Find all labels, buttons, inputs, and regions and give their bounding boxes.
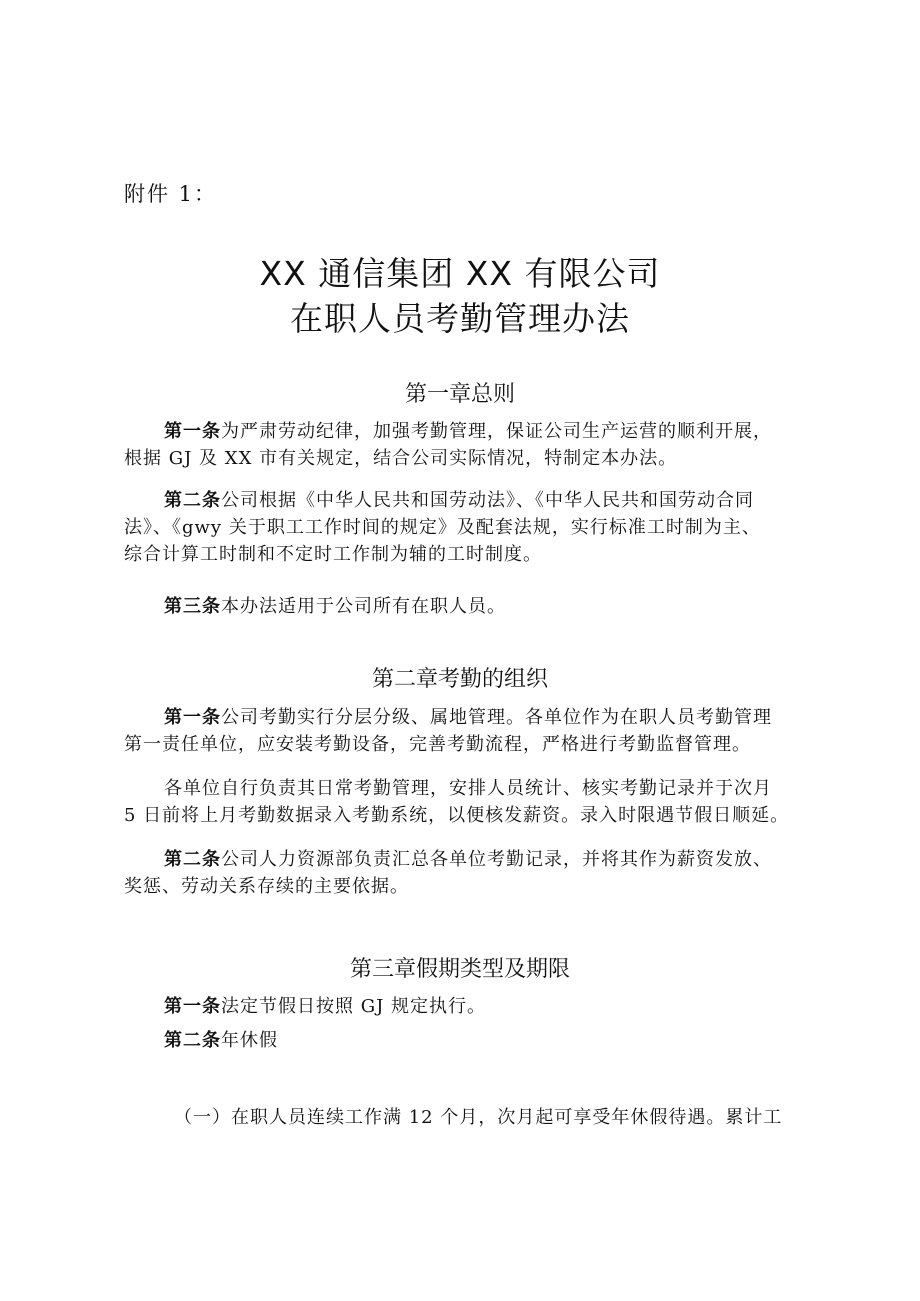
chapter-1-article-1 — [124, 418, 814, 472]
chapter-3-heading: 第三章假期类型及期限 — [349, 957, 570, 982]
article-number: 第一条 — [164, 996, 221, 1017]
article-number: 第二条 — [164, 1030, 221, 1051]
chapter-2-paragraph — [124, 775, 814, 829]
article-text: 公司考勤实行分层分级、属地管理。各单位作为在职人员考勤管理 — [221, 707, 772, 728]
article-text: 根据 GJ 及 XX 市有关规定，结合公司实际情况，特制定本办法。 — [124, 448, 678, 469]
article-number: 第三条 — [164, 596, 221, 617]
article-number: 第二条 — [164, 490, 221, 511]
chapter-1-heading: 第一章总则 — [404, 382, 515, 407]
article-text: 奖惩、劳动关系存续的主要依据。 — [124, 876, 409, 897]
article-text: 公司人力资源部负责汇总各单位考勤记录，并将其作为薪资发放、 — [221, 849, 772, 870]
article-number: 第二条 — [164, 849, 221, 870]
document-title-line-1: XX 通信集团 XX 有限公司 — [259, 254, 661, 293]
chapter-1-article-2 — [124, 487, 814, 568]
article-text: 各单位自行负责其日常考勤管理，安排人员统计、核实考勤记录并于次月 — [164, 778, 772, 799]
article-number: 第一条 — [164, 707, 221, 728]
article-text: 为严肃劳动纪律，加强考勤管理，保证公司生产运营的顺利开展， — [221, 421, 772, 442]
article-text: 第一责任单位，应安装考勤设备，完善考勤流程，严格进行考勤监督管理。 — [124, 734, 751, 755]
article-text: 年休假 — [221, 1030, 278, 1051]
chapter-3-article-2 — [124, 1027, 814, 1054]
article-text: 本办法适用于公司所有在职人员。 — [221, 596, 506, 617]
article-text: 公司根据《中华人民共和国劳动法》、《中华人民共和国劳动合同 — [221, 490, 754, 511]
document-title-line-2: 在职人员考勤管理办法 — [290, 299, 630, 338]
chapter-2-article-1 — [124, 704, 814, 758]
article-text: 综合计算工时制和不定时工作制为辅的工时制度。 — [124, 544, 542, 565]
chapter-2-article-2 — [124, 846, 814, 900]
chapter-3-article-1 — [124, 993, 814, 1020]
chapter-2-heading: 第二章考勤的组织 — [371, 667, 548, 692]
chapter-1-article-3 — [124, 593, 814, 620]
article-text: 法》、《gwy 关于职工工作时间的规定》及配套法规，实行标准工时制为主、 — [124, 517, 761, 538]
attachment-label: 附件 1： — [124, 182, 218, 206]
article-number: 第一条 — [164, 421, 221, 442]
article-text: 法定节假日按照 GJ 规定执行。 — [221, 996, 487, 1017]
article-text: 5 日前将上月考勤数据录入考勤系统，以便核发薪资。录入时限遇节假日顺延。 — [124, 805, 790, 826]
article-text: （一）在职人员连续工作满 12 个月，次月起可享受年休假待遇。累计工 — [174, 1107, 783, 1128]
chapter-3-paragraph — [124, 1104, 814, 1131]
